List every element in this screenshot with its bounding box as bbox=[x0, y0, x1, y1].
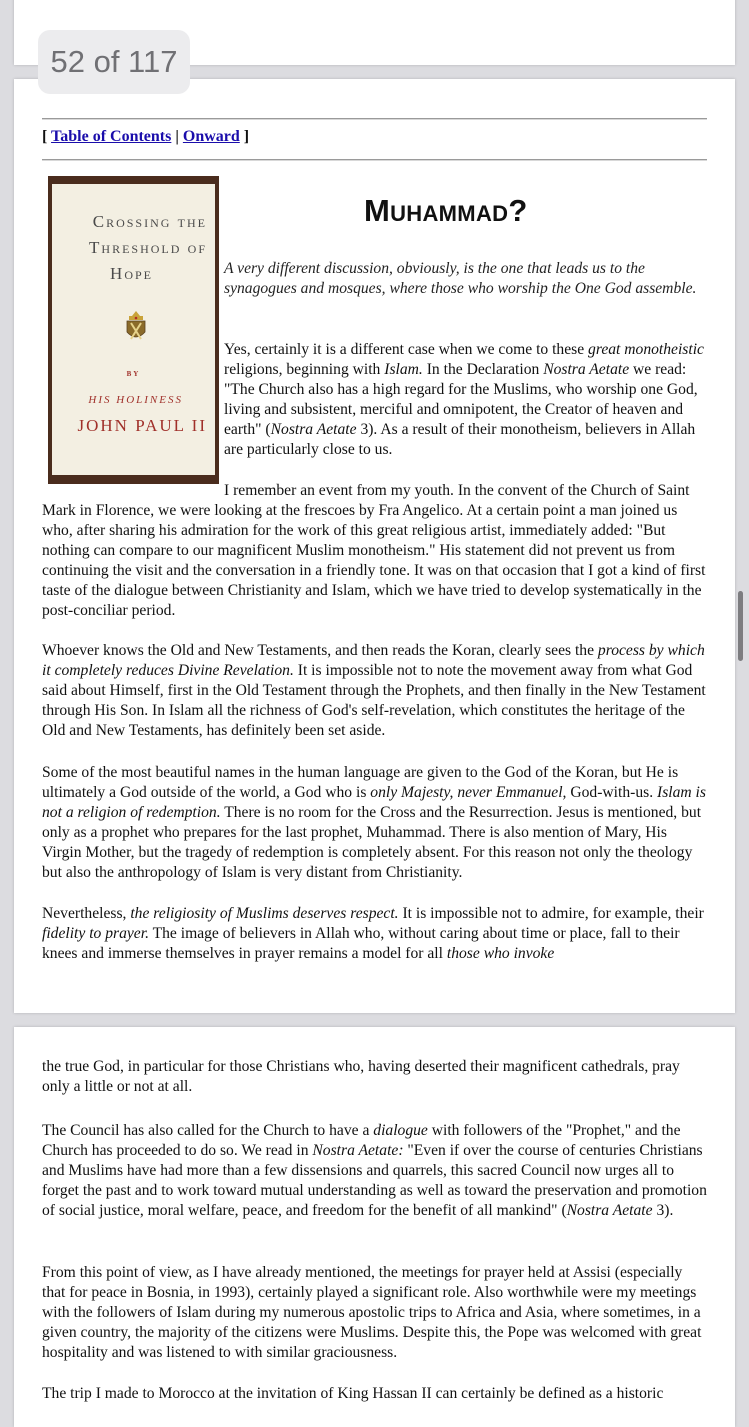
nav-separator: | bbox=[175, 128, 179, 145]
paragraph-1: Yes, certainly it is a different case when we come to these great monotheistic religions, beginning with Islam. In the Declaration Nostra Aetate we read: "The Church also has a high regard for the Muslims, who worship one God, living and subsistent, merciful and omnipotent, the Creator of heaven and earth" (Nostra Aetate 3). As a result of their monotheism, believers in Allah are particularly close to us. bbox=[224, 341, 704, 458]
nav-close-bracket: ] bbox=[243, 128, 250, 145]
paragraph-6: the true God, in particular for those Christians who, having deserted their magnificent cathedrals, pray only a little or not at all. bbox=[42, 1058, 680, 1095]
paragraph-3: Whoever knows the Old and New Testaments, and then reads the Koran, clearly sees the process by which it completely reduces Divine Revelation. It is impossible not to note the movement away from what God said about Himself, first in the Old Testament through the Prophets, and then finally in the New Testament through His Son. In Islam all the richness of God's self-revelation, which constitutes the heritage of the Old and New Testaments, has definitely been set aside. bbox=[42, 642, 706, 739]
page-title: Muhammad? bbox=[364, 193, 528, 228]
next-page bbox=[14, 1027, 735, 1427]
cover-title-line-3-text: Hope bbox=[110, 264, 153, 283]
cover-holiness: HIS HOLINESS bbox=[88, 394, 183, 406]
cover-title-line-3 bbox=[110, 264, 153, 284]
top-rule bbox=[42, 118, 707, 120]
paragraph-5: Nevertheless, the religiosity of Muslims deserves respect. It is impossible not to admire, for example, their fidelity to prayer. The image of believers in Allah who, without caring about time or place, fall to their knees and immerse themselves in prayer remains a model for all those who invoke bbox=[42, 905, 704, 962]
cover-title-line-1-text: Crossing the bbox=[92, 212, 207, 231]
cover-by: BY bbox=[126, 370, 141, 378]
onward-link[interactable]: Onward bbox=[182, 128, 240, 145]
scrollbar-thumb[interactable] bbox=[738, 591, 743, 661]
papal-emblem-icon bbox=[123, 310, 149, 344]
paragraph-8: From this point of view, as I have already mentioned, the meetings for prayer held at Assisi (especially that for peace in Bosnia, in 1993), certainly played a significant role. Also worthwhile were my meetings with the followers of Islam during my numerous apostolic trips to Africa and Asia, where sometimes, in a given country, the majority of the citizens were Muslims. Despite this, the Pope was welcomed with great hospitality and was listened to with similar graciousness. bbox=[42, 1264, 702, 1361]
current-page bbox=[14, 79, 735, 1013]
cover-title-line-2-text: Threshold of bbox=[89, 238, 207, 257]
page-counter: 52 of 117 bbox=[38, 30, 190, 94]
cover-title-line-2 bbox=[89, 238, 207, 258]
nav-bottom-rule bbox=[42, 159, 707, 161]
cover-title-line-1 bbox=[93, 212, 207, 232]
nav-open-bracket: [ bbox=[42, 128, 48, 145]
paragraph-9: The trip I made to Morocco at the invitation of King Hassan II can certainly be defined as a historic bbox=[42, 1385, 664, 1402]
nav-bar bbox=[42, 128, 249, 146]
paragraph-2: I remember an event from my youth. In the convent of the Church of Saint Mark in Florence, we were looking at the frescoes by Fra Angelico. At a certain point a man joined us who, after sharing his admiration for the work of this great religious artist, immediately added: "But nothing can compare to our magnificent Muslim monotheism." His statement did not prevent us from continuing the visit and the conversation in a friendly tone. It was on that occasion that I got a kind of first taste of the dialogue between Christianity and Islam, which we have tried to develop systematically in the post-conciliar period. bbox=[42, 482, 706, 619]
paragraph-7: The Council has also called for the Church to have a dialogue with followers of the "Prophet," and the Church has proceeded to do so. We read in Nostra Aetate: "Even if over the course of centuries Christians and Muslims have had more than a few dissensions and quarrels, this sacred Council now urges all to forget the past and to work toward mutual understanding as well as toward the preservation and promotion of social justice, moral welfare, peace, and freedom for the benefit of all mankind" (Nostra Aetate 3). bbox=[42, 1122, 707, 1219]
table-of-contents-link[interactable]: Table of Contents bbox=[51, 128, 172, 145]
cover-author: JOHN PAUL II bbox=[77, 416, 207, 435]
paragraph-4: Some of the most beautiful names in the human language are given to the God of the Koran, but He is ultimately a God outside of the world, a God who is only Majesty, never Emmanuel, God-with-us. Islam is not a religion of redemption. There is no room for the Cross and the Resurrection. Jesus is mentioned, but only as a prophet who prepares for the last prophet, Muhammad. There is also mention of Mary, His Virgin Mother, but the tragedy of redemption is completely absent. For this reason not only the theology but also the anthropology of Islam is very distant from Christianity. bbox=[42, 764, 706, 881]
question-intro: A very different discussion, obviously, is the one that leads us to the synagogues and mosques, where those who worship the One God assemble. bbox=[224, 260, 697, 297]
book-cover-image bbox=[48, 176, 219, 484]
